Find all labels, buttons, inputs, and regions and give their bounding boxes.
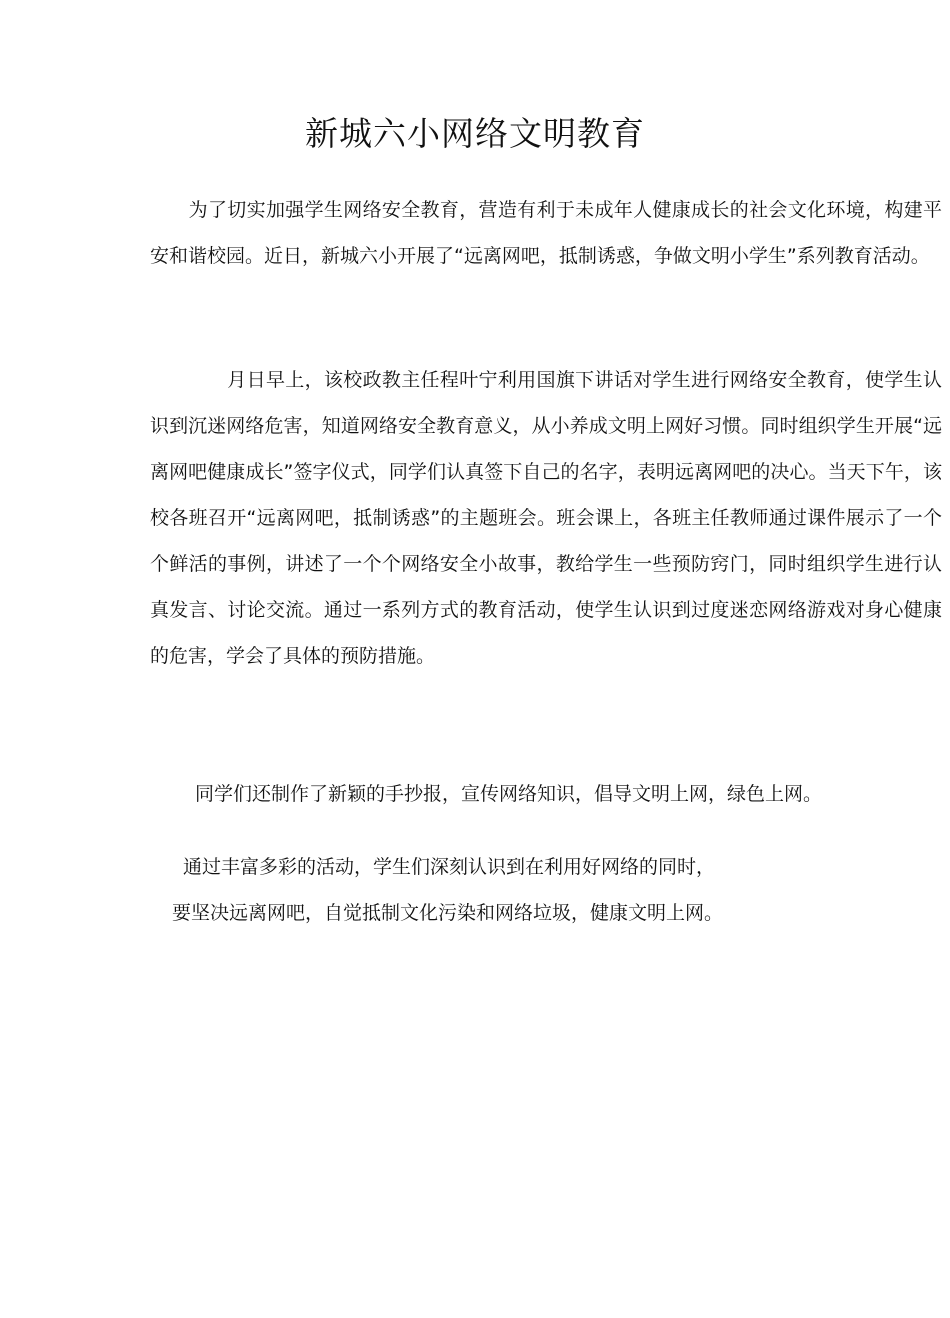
document-title: 新城六小网络文明教育 bbox=[305, 114, 645, 153]
paragraph-handmade-newspaper: 同学们还制作了新颖的手抄报，宣传网络知识，倡导文明上网，绿色上网。 bbox=[195, 783, 823, 805]
paragraph-conclusion-line1: 通过丰富多彩的活动，学生们深刻认识到在利用好网络的同时， bbox=[183, 856, 716, 878]
paragraph-intro: 为了切实加强学生网络安全教育，营造有利于未成年人健康成长的社会文化环境，构建平安和谐校园。近日，新城六小开展了“远离网吧，抵制诱惑，争做文明小学生”系列教育活动。 bbox=[150, 199, 942, 267]
paragraph-activities: 月日早上，该校政教主任程叶宁利用国旗下讲话对学生进行网络安全教育，使学生认识到沉迷网络危害，知道网络安全教育意义，从小养成文明上网好习惯。同时组织学生开展“远离网吧健康成长”签字仪式，同学们认真签下自己的名字，表明远离网吧的决心。当天下午，该校各班召开“远离网吧，抵制诱惑”的主题班会。班会课上，各班主任教师通过课件展示了一个个鲜活的事例，讲述了一个个网络安全小故事，教给学生一些预防窍门，同时组织学生进行认真发言、讨论交流。通过一系列方式的教育活动，使学生认识到过度迷恋网络游戏对身心健康的危害，学会了具体的预防措施。 bbox=[150, 369, 942, 667]
paragraph-conclusion-line2: 要坚决远离网吧，自觉抵制文化污染和网络垃圾，健康文明上网。 bbox=[172, 902, 724, 924]
